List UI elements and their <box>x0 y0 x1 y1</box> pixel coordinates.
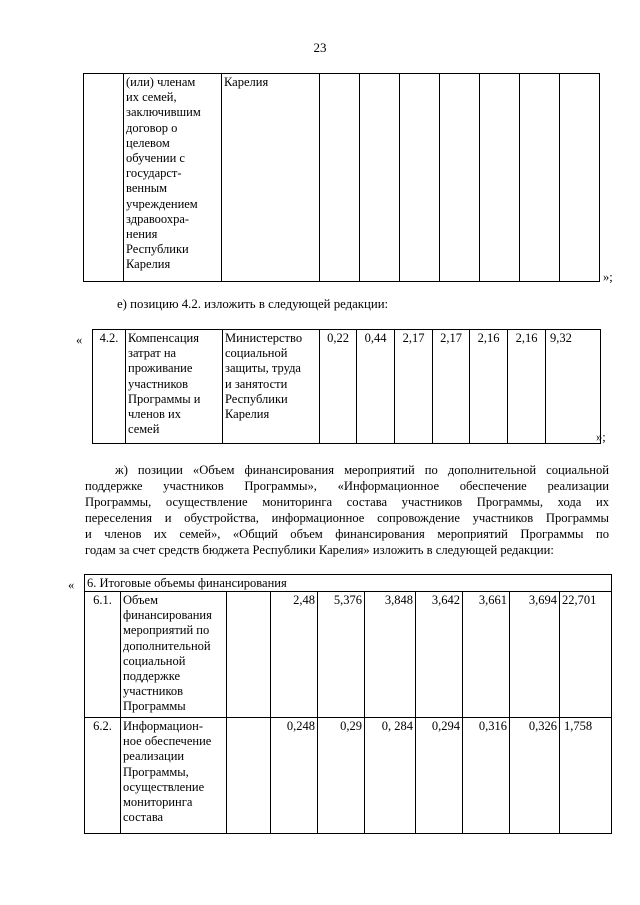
open-quote-3: « <box>68 578 75 592</box>
cell-text-line: осуществление <box>123 779 205 794</box>
section-header: 6. Итоговые объемы финансирования <box>85 575 612 592</box>
cell-text-line: Программы <box>123 699 186 714</box>
cell-value: 0,22 <box>320 330 357 444</box>
table-total-financing <box>84 574 612 834</box>
item-zh-line: ж) позиции «Объем финансирования мероприятий по дополнительной социальной <box>115 463 609 477</box>
cell-text-line: государст- <box>126 166 182 181</box>
item-zh-line: поддержке участников Программы», «Информационное обеспечение реализации <box>85 479 609 493</box>
cell-value: 3,694 <box>510 592 560 718</box>
cell-text-line: венным <box>126 181 168 196</box>
item-zh-line: годам за счет средств бюджета Республики Карелия» изложить в следующей редакции: <box>85 543 554 557</box>
cell-value: 22,701 <box>560 592 612 718</box>
cell-text-line: учреждением <box>126 196 198 211</box>
cell-value: 0,316 <box>463 718 510 834</box>
cell-text-line: нения <box>126 227 158 242</box>
open-quote-2: « <box>76 333 83 347</box>
cell-text-line: и занятости <box>225 376 288 391</box>
cell-text-line: защиты, труда <box>225 361 301 376</box>
cell-text-line: затрат на <box>128 346 177 361</box>
cell-value: 0,44 <box>357 330 395 444</box>
cell-text-line: Информацион- <box>123 719 203 733</box>
cell-text-line: Карелия <box>225 407 270 422</box>
cell-value: 2,17 <box>395 330 433 444</box>
item-zh-line: Программы, осуществление мониторинга состава участников Программы, хода их <box>85 495 609 509</box>
cell-text-line: дополнительной <box>123 638 211 653</box>
cell-value: 0,248 <box>271 718 318 834</box>
closing-quote-1: »; <box>603 270 613 284</box>
cell-text-line: проживание <box>128 361 193 376</box>
item-zh-line: переселения и обустройства, информационное сопровождение участников Программы <box>85 511 609 525</box>
cell-text-line: семей <box>128 422 160 437</box>
cell-num: 4.2. <box>93 330 126 444</box>
cell-value: 3,661 <box>463 592 510 718</box>
cell-value: 0, 284 <box>365 718 416 834</box>
cell-value: 1,758 <box>560 718 612 834</box>
cell-text-line: Программы и <box>128 391 201 406</box>
cell-text-line: социальной <box>123 653 186 668</box>
cell-text-line: социальной <box>225 346 288 361</box>
table-continuation <box>83 73 600 282</box>
cell-text-line: членов их <box>128 407 181 422</box>
page-number: 23 <box>313 40 327 55</box>
cell-text-line: финансирования <box>123 608 212 623</box>
cell-text-line: реализации <box>123 749 185 764</box>
cell-value: 2,16 <box>508 330 546 444</box>
item-zh <box>85 462 609 558</box>
item-zh-line: и членов их семей», «Общий объем финансирования мероприятий Программы по <box>85 527 609 541</box>
cell-value: 0,29 <box>318 718 365 834</box>
cell-name <box>121 592 227 718</box>
cell-name <box>124 74 222 282</box>
cell-value: 2,17 <box>433 330 470 444</box>
cell-num: 6.1. <box>85 592 121 718</box>
cell-text-line: мероприятий по <box>123 623 210 638</box>
cell-text-line: (или) членам <box>126 75 196 89</box>
item-e: е) позицию 4.2. изложить в следующей редакции: <box>117 297 389 311</box>
cell-value: 2,48 <box>271 592 318 718</box>
cell-text-line: обучении с <box>126 151 185 166</box>
cell-value: 9,32 <box>546 330 601 444</box>
table-row <box>85 592 612 718</box>
cell-text-line: Объем <box>123 593 158 607</box>
cell-text-line: Республики <box>225 391 288 406</box>
cell-text-line: здравоохра- <box>126 211 190 226</box>
cell-value: 3,848 <box>365 592 416 718</box>
cell-text-line: заключившим <box>126 105 201 120</box>
cell-text-line: участников <box>123 684 184 699</box>
cell-name <box>126 330 223 444</box>
cell-value: 0,326 <box>510 718 560 834</box>
cell-text-line: участников <box>128 376 189 391</box>
cell-text-line: их семей, <box>126 90 177 105</box>
cell-text-line: состава <box>123 810 164 825</box>
closing-quote-2: »; <box>596 430 606 444</box>
cell-value: 3,642 <box>416 592 463 718</box>
cell-text-line: Компенсация <box>128 331 199 345</box>
cell-text-line: поддержке <box>123 669 181 684</box>
cell-executor <box>223 330 320 444</box>
cell-name <box>121 718 227 834</box>
table-position-4-2 <box>92 329 601 444</box>
cell-value: 5,376 <box>318 592 365 718</box>
cell-text-line: ное обеспечение <box>123 734 212 749</box>
cell-text-line: Карелия <box>126 257 171 272</box>
table-row <box>85 718 612 834</box>
cell-value: 2,16 <box>470 330 508 444</box>
cell-value: 0,294 <box>416 718 463 834</box>
cell-executor: Карелия <box>222 74 320 282</box>
cell-text-line: договор о <box>126 120 178 135</box>
cell-text-line: Министерство <box>225 331 303 345</box>
cell-num: 6.2. <box>85 718 121 834</box>
cell-text-line: Республики <box>126 242 189 257</box>
cell-text-line: целевом <box>126 135 170 150</box>
cell-text-line: мониторинга <box>123 795 193 810</box>
cell-num <box>84 74 124 282</box>
cell-text-line: Программы, <box>123 764 189 779</box>
